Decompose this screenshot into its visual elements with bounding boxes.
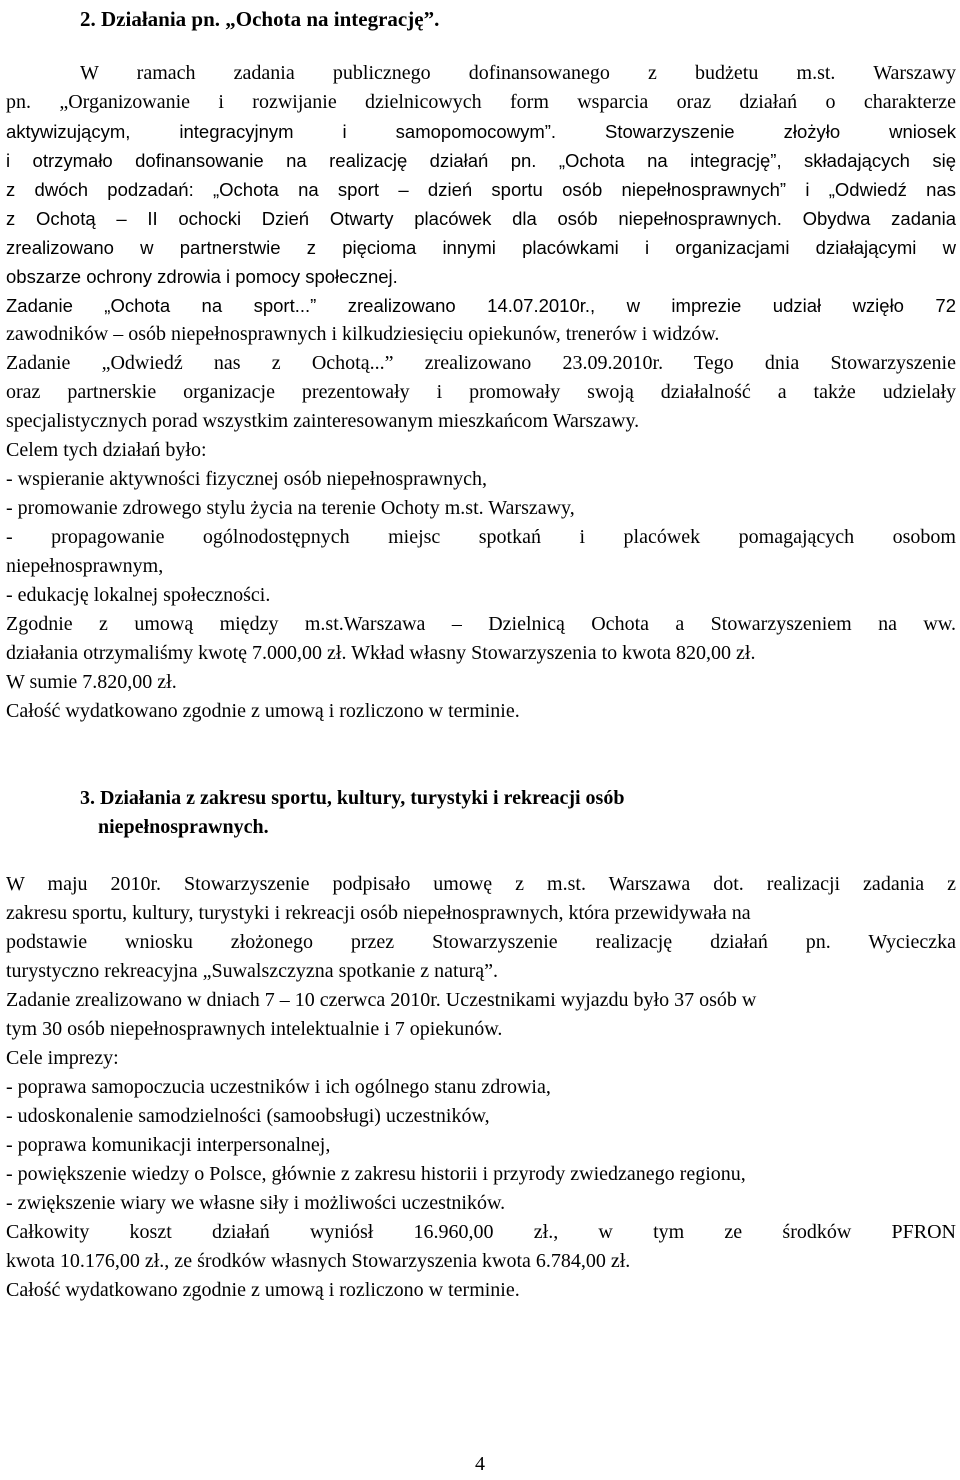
section-3-heading-line: niepełnosprawnych. [98,816,269,838]
paragraph-line: aktywizującym, integracyjnym i samopomocowym”. Stowarzyszenie złożyło wniosek [6,121,956,142]
paragraph-line: podstawie wniosku złożonego przez Stowarzyszenie realizację działań pn. Wycieczka [6,931,956,953]
paragraph-line: Zadanie „Odwiedź nas z Ochotą...” zrealizowano 23.09.2010r. Tego dnia Stowarzyszenie [6,352,956,374]
section-3-heading [80,784,880,842]
list-item: - propagowanie ogólnodostępnych miejsc spotkań i placówek pomagających osobom [6,526,956,548]
list-item: - edukację lokalnej społeczności. [6,584,271,606]
paragraph-line: Zadanie „Ochota na sport...” zrealizowano 14.07.2010r., w imprezie udział wzięło 72 [6,295,956,316]
paragraph-line: Całość wydatkowano zgodnie z umową i rozliczono w terminie. [6,700,520,722]
paragraph-line: Zgodnie z umową między m.st.Warszawa – Dzielnicą Ochota a Stowarzyszeniem na ww. [6,613,956,635]
list-item: - poprawa komunikacji interpersonalnej, [6,1134,331,1156]
paragraph-line: oraz partnerskie organizacje prezentowały i promowały swoją działalność a także udzielały [6,381,956,403]
paragraph-line: Całość wydatkowano zgodnie z umową i rozliczono w terminie. [6,1279,520,1301]
paragraph-line: Całkowity koszt działań wyniósł 16.960,00 zł., w tym ze środków PFRON [6,1221,956,1243]
list-item: niepełnosprawnym, [6,555,164,577]
list-item: - wspieranie aktywności fizycznej osób niepełnosprawnych, [6,468,487,490]
list-item: - promowanie zdrowego stylu życia na terenie Ochoty m.st. Warszawy, [6,497,575,519]
list-item: - powiększenie wiedzy o Polsce, głównie z zakresu historii i przyrody zwiedzanego regionu, [6,1163,746,1185]
paragraph-line: z Ochotą – II ochocki Dzień Otwarty placówek dla osób niepełnosprawnych. Obydwa zadania [6,208,956,229]
section-2-heading: 2. Działania pn. „Ochota na integrację”. [80,7,440,31]
paragraph-line: Celem tych działań było: [6,439,207,461]
paragraph-line: tym 30 osób niepełnosprawnych intelektualnie i 7 opiekunów. [6,1018,503,1040]
paragraph-line: W sumie 7.820,00 zł. [6,671,177,693]
page-number: 4 [475,1453,485,1475]
paragraph-line: obszarze ochrony zdrowia i pomocy społecznej. [6,266,398,287]
section-3-heading-line: 3. Działania z zakresu sportu, kultury, turystyki i rekreacji osób [80,787,625,809]
paragraph-line: zrealizowano w partnerstwie z pięcioma innymi placówkami i organizacjami działającymi w [6,237,956,258]
paragraph-line: kwota 10.176,00 zł., ze środków własnych Stowarzyszenia kwota 6.784,00 zł. [6,1250,631,1272]
paragraph-line: pn. „Organizowanie i rozwijanie dzielnicowych form wsparcia oraz działań o charakterze [6,91,956,113]
paragraph-line: działania otrzymaliśmy kwotę 7.000,00 zł. Wkład własny Stowarzyszenia to kwota 820,00 zł. [6,642,756,664]
paragraph-line: i otrzymało dofinansowanie na realizację działań pn. „Ochota na integrację”, składających się [6,150,956,171]
paragraph-line: zakresu sportu, kultury, turystyki i rekreacji osób niepełnosprawnych, która przewidywała na [6,902,751,924]
list-item: - udoskonalenie samodzielności (samoobsługi) uczestników, [6,1105,490,1127]
paragraph-line: z dwóch podzadań: „Ochota na sport – dzień sportu osób niepełnosprawnych” i „Odwiedź nas [6,179,956,200]
section-2-body [6,59,956,726]
paragraph-line: specjalistycznych porad wszystkim zainteresowanym mieszkańcom Warszawy. [6,410,640,432]
paragraph-line: W ramach zadania publicznego dofinansowanego z budżetu m.st. Warszawy [80,62,956,84]
paragraph-line: Cele imprezy: [6,1047,119,1069]
paragraph-line: turystyczno rekreacyjna „Suwalszczyzna spotkanie z naturą”. [6,960,498,982]
paragraph-line: Zadanie zrealizowano w dniach 7 – 10 czerwca 2010r. Uczestnikami wyjazdu było 37 osób w [6,989,757,1011]
paragraph-line: W maju 2010r. Stowarzyszenie podpisało umowę z m.st. Warszawa dot. realizacji zadania z [6,873,956,895]
paragraph-line: zawodników – osób niepełnosprawnych i kilkudziesięciu opiekunów, trenerów i widzów. [6,323,720,345]
list-item: - poprawa samopoczucia uczestników i ich ogólnego stanu zdrowia, [6,1076,551,1098]
list-item: - zwiększenie wiary we własne siły i możliwości uczestników. [6,1192,506,1214]
section-3-body [6,870,956,1305]
